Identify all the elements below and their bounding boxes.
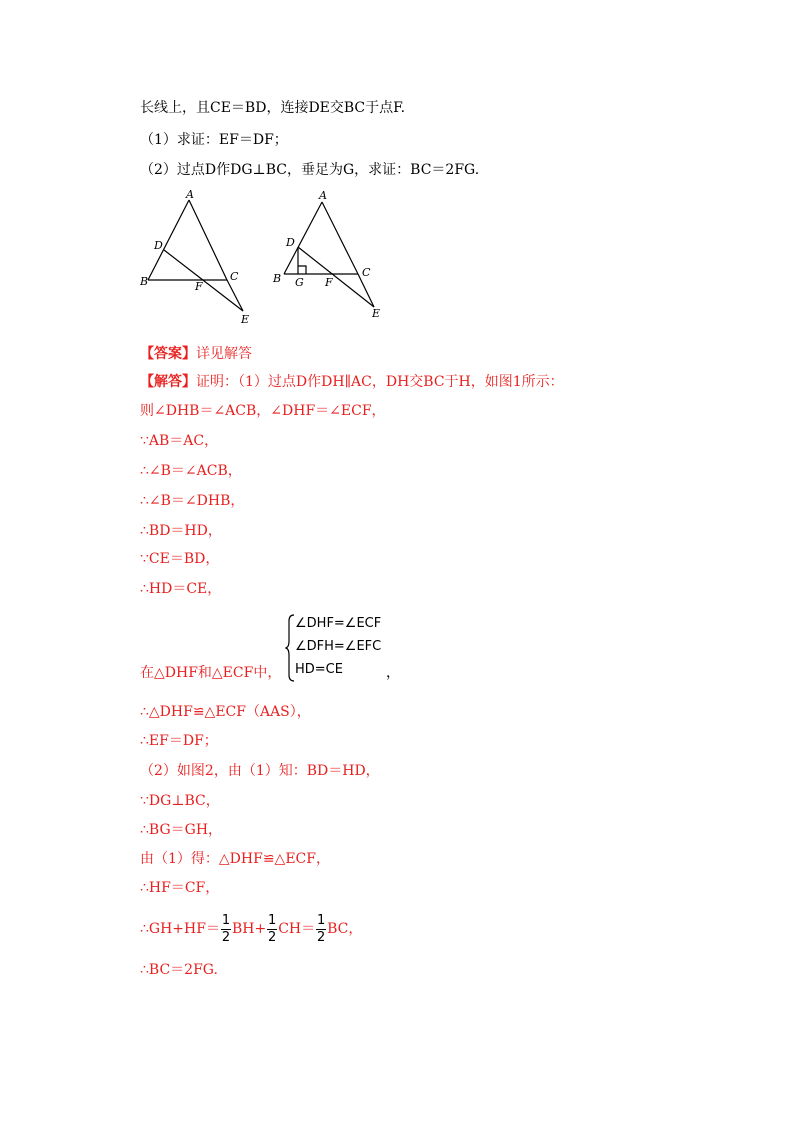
solution-line-9: ∴△DHF≌△ECF（AAS）， xyxy=(140,704,311,720)
solution-line-8: ∴HD＝CE， xyxy=(140,581,222,597)
solution-line-2: 则∠DHB＝∠ACB，∠DHF＝∠ECF， xyxy=(140,403,386,419)
frac-part-1: ∴GH+HF＝ xyxy=(140,921,220,937)
answer-tag: 【答案】 xyxy=(140,346,196,362)
fig1-label-f: F xyxy=(195,280,203,293)
fig2-label-a: A xyxy=(319,189,327,202)
solution-line-3: ∵AB＝AC， xyxy=(140,433,219,449)
solution-line-13: ∴BG＝GH， xyxy=(140,822,223,838)
fig2-label-c: C xyxy=(362,266,371,279)
frac-part-3: CH＝ xyxy=(278,921,316,937)
solution-line-5: ∴∠B＝∠DHB， xyxy=(140,493,245,509)
frac-num-3: 1 xyxy=(316,912,326,928)
fig1-line-ac xyxy=(189,200,227,280)
answer-text: 详见解答 xyxy=(196,346,252,362)
fig2-right-angle-mark xyxy=(298,266,306,274)
solution-line-15: ∴HF＝CF， xyxy=(140,880,220,896)
frac-den-1: 2 xyxy=(221,929,231,945)
problem-line-1: 长线上，且CE＝BD，连接DE交BC于点F. xyxy=(140,100,406,116)
figure-2 xyxy=(268,184,393,324)
solution-line-10: ∴EF＝DF； xyxy=(140,733,218,749)
system-prefix: 在△DHF和△ECF中， xyxy=(140,665,282,681)
fraction-line xyxy=(140,912,362,946)
system-suffix: ， xyxy=(386,665,400,681)
fig1-label-a: A xyxy=(186,188,194,201)
frac-part-2: BH+ xyxy=(231,921,267,937)
fig2-label-d: D xyxy=(286,236,295,249)
fraction-half-3 xyxy=(316,914,326,945)
system-row-3: HD=CE xyxy=(295,662,343,677)
solution-line-14: 由（1）得：△DHF≌△ECF， xyxy=(140,851,330,867)
fig2-label-b: B xyxy=(273,272,282,285)
fraction-half-2 xyxy=(267,914,277,945)
question-1: （1）求证：EF＝DF； xyxy=(140,132,288,148)
figure-1 xyxy=(135,188,260,328)
fig1-line-ce xyxy=(227,280,243,311)
solution-line-1 xyxy=(140,372,564,392)
solution-text: 证明：（1）过点D作DH∥AC，DH交BC于H，如图1所示： xyxy=(196,374,564,390)
fig1-label-b: B xyxy=(140,275,149,288)
frac-part-4: BC， xyxy=(327,921,363,937)
left-brace xyxy=(285,613,295,683)
solution-line-12: ∵DG⊥BC， xyxy=(140,793,220,809)
solution-line-4: ∴∠B＝∠ACB， xyxy=(140,463,242,479)
fig2-line-ac xyxy=(322,202,358,274)
fig1-label-c: C xyxy=(230,270,239,283)
frac-num-1: 1 xyxy=(221,912,231,928)
solution-line-6: ∴BD＝HD， xyxy=(140,523,222,539)
solution-last-line: ∴BC＝2FG. xyxy=(140,962,218,978)
fraction-half-1 xyxy=(221,914,231,945)
fig2-label-g: G xyxy=(295,276,304,289)
system-row-1: ∠DHF=∠ECF xyxy=(295,616,382,631)
frac-num-2: 1 xyxy=(268,912,277,928)
solution-line-11: （2）如图2，由（1）知：BD＝HD， xyxy=(140,763,380,779)
system-row-2: ∠DFH=∠EFC xyxy=(295,639,382,654)
solution-tag: 【解答】 xyxy=(140,374,196,390)
answer-line xyxy=(140,344,252,364)
fig2-label-f: F xyxy=(325,276,333,289)
congruence-system xyxy=(285,613,395,683)
solution-line-7: ∵CE＝BD， xyxy=(140,551,220,567)
fig1-label-d: D xyxy=(154,239,163,252)
fig2-label-e: E xyxy=(372,307,381,320)
fig1-label-e: E xyxy=(241,313,250,326)
question-2: （2）过点D作DG⊥BC，垂足为G，求证：BC＝2FG. xyxy=(140,162,480,178)
frac-den-3: 2 xyxy=(316,929,326,945)
frac-den-2: 2 xyxy=(268,929,277,945)
